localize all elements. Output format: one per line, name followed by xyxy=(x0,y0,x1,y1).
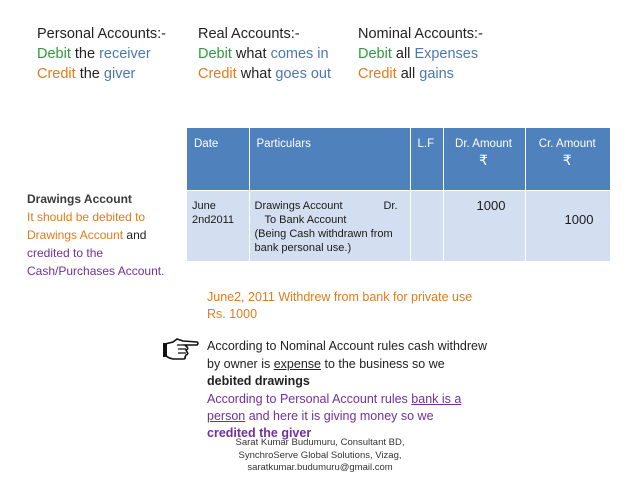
entry-cr-amount: 1000 xyxy=(525,190,610,261)
real-credit-rule: Credit what goes out xyxy=(198,66,332,82)
rupee-icon: ₹ xyxy=(562,152,572,168)
real-accounts-rule xyxy=(198,24,331,84)
entry-particulars xyxy=(249,190,410,261)
drawings-note: Drawings Account It should be debited to Drawings Account and credited to the Cash/Purchases Account. xyxy=(27,190,187,280)
journal-table xyxy=(187,128,610,261)
transaction-description: June2, 2011 Withdrew from bank for private use Rs. 1000 xyxy=(207,290,473,321)
rupee-icon: ₹ xyxy=(479,152,488,168)
personal-accounts-rule xyxy=(37,24,166,84)
nominal-accounts-rule xyxy=(358,24,483,84)
drawings-note-title: Drawings Account xyxy=(27,192,132,206)
real-debit-rule: Debit what comes in xyxy=(198,46,329,62)
journal-entry-row xyxy=(187,190,610,261)
header-lf: L.F xyxy=(410,128,443,190)
author-credit: Sarat Kumar Budumuru, Consultant BD, SynchroServe Global Solutions, Vizag, saratkumar.budumuru@gmail.com xyxy=(235,437,405,473)
journal-header-row xyxy=(187,128,610,190)
personal-accounts-title: Personal Accounts:- xyxy=(37,26,166,42)
credited-the-giver: credited the giver xyxy=(207,426,312,440)
nominal-debit-rule: Debit all Expenses xyxy=(358,46,479,62)
real-accounts-title: Real Accounts:- xyxy=(198,26,300,42)
nominal-credit-rule: Credit all gains xyxy=(358,66,454,82)
explanation-text: According to Nominal Account rules cash withdrew by owner is expense to the business so we debited drawings According to Personal Account rules bank is a person and here it is giving money so we xyxy=(207,339,487,423)
entry-debit-line: Drawings Account Dr. xyxy=(254,199,398,212)
header-dr-amount: Dr. Amount ₹ xyxy=(443,128,525,190)
entry-dr-amount: 1000 xyxy=(443,190,525,261)
personal-debit-rule: Debit the receiver xyxy=(37,46,151,62)
header-particulars: Particulars xyxy=(249,128,410,190)
entry-credit-line: To Bank Account xyxy=(264,213,347,226)
entry-date: June 2nd2011 xyxy=(187,190,249,261)
header-date: Date xyxy=(187,128,249,190)
entry-narration: (Being Cash withdrawn from bank personal use.) xyxy=(254,227,393,254)
pointing-hand-icon xyxy=(163,336,199,362)
header-cr-amount: Cr. Amount ₹ xyxy=(525,128,610,190)
entry-lf xyxy=(410,190,443,261)
nominal-accounts-title: Nominal Accounts:- xyxy=(358,26,483,42)
personal-credit-rule: Credit the giver xyxy=(37,66,136,82)
